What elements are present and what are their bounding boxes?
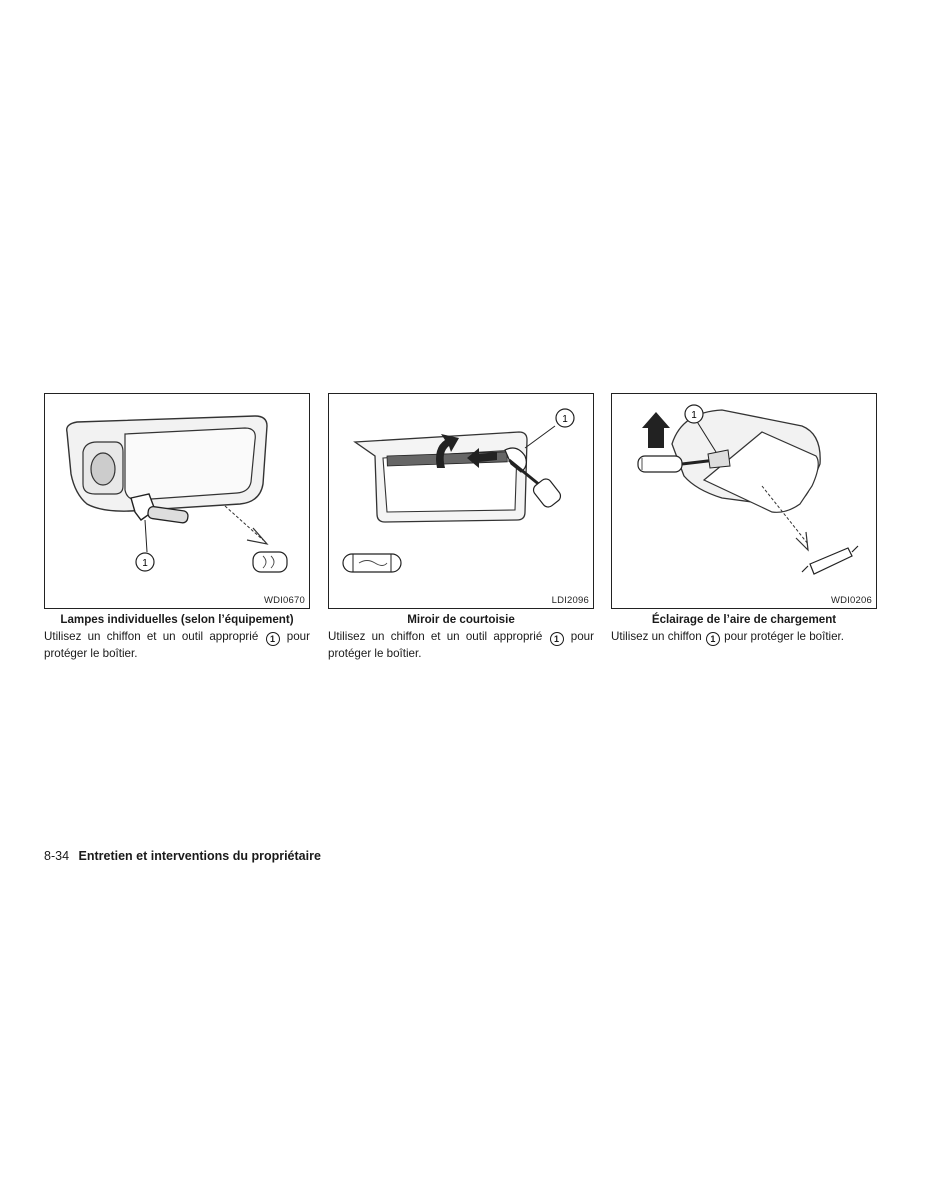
- page-footer: [44, 849, 321, 863]
- figure-caption: Éclairage de l’aire de chargement: [651, 613, 837, 626]
- callout-marker: 1: [266, 632, 280, 646]
- mirror-callout: 1: [562, 414, 568, 425]
- figure-caption: Miroir de courtoisie: [407, 613, 515, 626]
- figure-column-1: [44, 393, 310, 661]
- figure-map-lamps: [44, 393, 310, 609]
- instruction-text-end: pour protéger le boîtier.: [328, 630, 594, 660]
- figure-column-2: [328, 393, 594, 661]
- instruction-text: [328, 629, 594, 661]
- instruction-text-start: Utilisez un chiffon et un outil approprié: [328, 630, 543, 643]
- instruction-text-end: pour protéger le boîtier.: [44, 630, 310, 660]
- section-title: Entretien et interventions du propriétaire: [78, 849, 321, 863]
- callout-marker: 1: [550, 632, 564, 646]
- figure-code: LDI2096: [551, 595, 589, 606]
- page-number: 8-34: [44, 849, 70, 863]
- figure-caption: Lampes individuelles (selon l’équipement): [60, 613, 294, 626]
- vanity-mirror-illustration: [329, 394, 593, 608]
- figure-cargo-light: [611, 393, 877, 609]
- instruction-text: [44, 629, 310, 661]
- map-lamp-illustration: [45, 394, 309, 608]
- cargo-light-illustration: [612, 394, 876, 608]
- cargo-callout: 1: [691, 410, 697, 421]
- figure-column-3: [611, 393, 877, 646]
- callout-marker: 1: [706, 632, 720, 646]
- figure-vanity-mirror: [328, 393, 594, 609]
- map-lamp-callout: 1: [142, 558, 148, 569]
- instruction-text: [611, 629, 877, 646]
- instruction-text-start: Utilisez un chiffon et un outil approprié: [44, 630, 259, 643]
- figure-code: WDI0670: [263, 595, 305, 606]
- instruction-text-end: pour protéger le boîtier.: [724, 630, 845, 643]
- instruction-text-start: Utilisez un chiffon: [611, 630, 702, 643]
- figure-code: WDI0206: [830, 595, 872, 606]
